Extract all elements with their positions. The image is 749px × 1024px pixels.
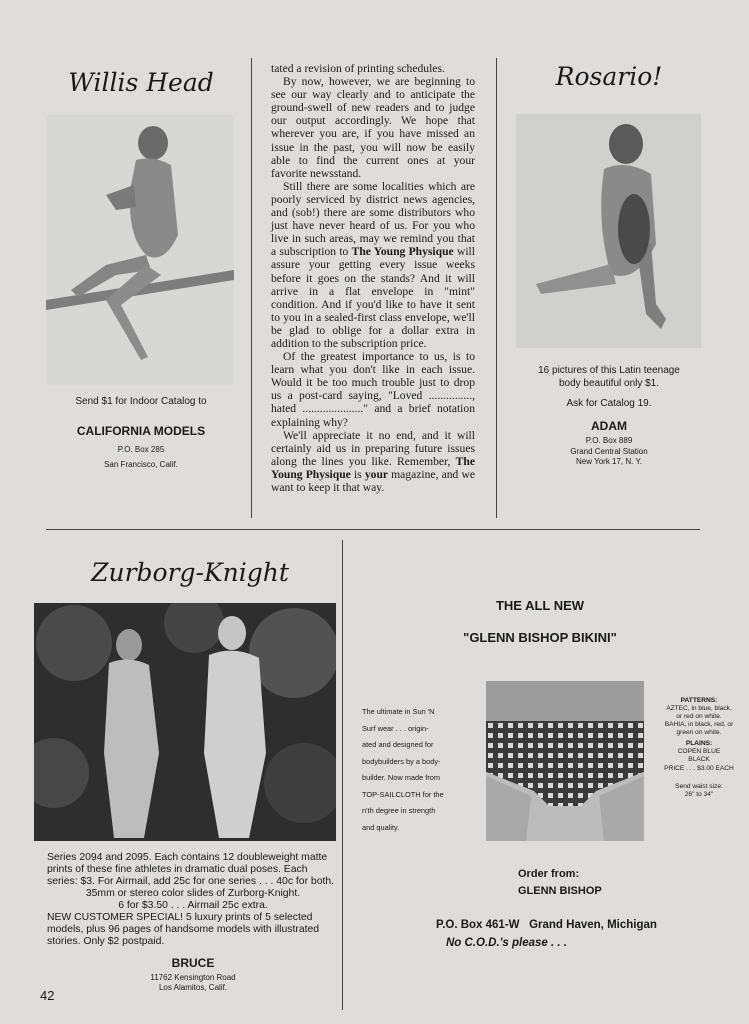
rosario-catalog: Ask for Catalog 19.	[566, 398, 652, 409]
bikini-cod: No C.O.D.'s please . . .	[446, 937, 567, 949]
zurborg-series: Series 2094 and 2095. Each contains 12 doubleweight matte prints of these fine athletes in dramatic dual poses. Each series: $3. For Airmail, add 25c for one series . . . 40c for both.	[47, 852, 335, 887]
bikini-options: PATTERNS: AZTEC, in blue, black, or red on white. BAHIA, in black, red, or green on white. PLAINS: COPEN BLUE BLACK PRICE . . . $3.00 EACH Send waist size: 26" to 34"	[647, 697, 749, 799]
bikini-description: The ultimate in Sun 'N Surf wear . . . origin- ated and designed for bodybuilders by a body- builder. Now made from TOP-SAILCLOTH for the n'th degree in strength and quality.	[362, 707, 444, 832]
order-from: Order from:	[518, 868, 580, 880]
willis-company: CALIFORNIA MODELS	[76, 424, 206, 438]
divider-left	[251, 58, 252, 518]
divider-horizontal	[46, 529, 700, 530]
rosario-photo	[516, 114, 701, 348]
zurborg-title: Zurborg-Knight	[91, 558, 289, 587]
plains-label: PLAINS:	[685, 740, 713, 747]
willis-photo	[46, 115, 234, 385]
rosario-line2: body beautiful only $1.	[558, 378, 660, 389]
bikini-photo	[486, 681, 644, 841]
bikini-head2: "GLENN BISHOP BIKINI"	[463, 630, 617, 645]
rosario-address	[515, 436, 703, 468]
rosario-box: P.O. Box 889	[585, 436, 633, 445]
zurborg-slides-price: 6 for $3.50 . . . Airmail 25c extra.	[118, 900, 268, 911]
zurborg-slides: 35mm or stereo color slides of Zurborg-Knight.	[85, 888, 301, 899]
zurborg-city: Los Alamitos, Calif.	[158, 983, 228, 992]
zurborg-address	[47, 973, 339, 993]
willis-title: Willis Head	[68, 68, 214, 97]
article-p2: By now, however, we are beginning to see our way clearly and to anticipate the ground-swell of new readers and to judge our output accordingly. We hope that wherever you are, if you have missed an issue in the past, you will now be easily able to find the current ones at your favorite newsstand.	[271, 75, 475, 180]
rosario-desc	[515, 364, 703, 390]
bikini-order	[518, 866, 602, 900]
zurborg-photo	[34, 603, 336, 841]
zurborg-special: NEW CUSTOMER SPECIAL! 5 luxury prints of 5 selected models, plus 96 pages of handsome models with illustrated stories. Only $2 postpaid.	[47, 912, 320, 947]
divider-right	[496, 58, 497, 518]
page-number: 42	[40, 988, 55, 1003]
divider-bottom	[342, 540, 343, 1010]
rosario-city: New York 17, N. Y.	[576, 457, 642, 466]
bikini-price: PRICE . . . $3.00 EACH	[664, 765, 734, 772]
article-p3: Still there are some localities which are poorly serviced by district news agencies, and (sob!) there are some distributors who just have never heard of us. For you who live in such areas, may we remind you that a subscription to The Young Physique will assure your getting every issue weeks before it goes on the stands? And it will arrive in a flat envelope in "mint" condition. And if you'd like to have it sent to you in a sealed-first class envelope, we'll be glad to oblige for a dollar extra in addition to the subscription price.	[271, 179, 475, 350]
zurborg-text	[47, 852, 339, 948]
willis-city: San Francisco, Calif.	[104, 460, 178, 469]
willis-send-line: Send $1 for Indoor Catalog to	[75, 396, 207, 407]
rosario-station: Grand Central Station	[570, 446, 648, 456]
zurborg-name: BRUCE	[171, 956, 215, 970]
order-name: GLENN BISHOP	[518, 885, 602, 897]
patterns-label: PATTERNS:	[680, 697, 718, 704]
article-p5: We'll appreciate it no end, and it will certainly aid us in preparing future issues along the lines you like. Remember, The Young Physique is your magazine, and we want to keep it that way.	[271, 428, 476, 494]
article-p1: tated a revision of printing schedules.	[271, 62, 445, 75]
article-column	[271, 62, 475, 494]
willis-box: P.O. Box 285	[117, 445, 165, 454]
zurborg-street: 11762 Kensington Road	[150, 973, 236, 982]
rosario-title: Rosario!	[555, 62, 663, 91]
bikini-head1: THE ALL NEW	[495, 598, 585, 613]
rosario-name: ADAM	[591, 419, 627, 433]
article-p4: Of the greatest importance to us, is to learn what you don't like in each issue. Would it be too much trouble just to drop us a post-card saying, "Loved ..............., hated ....................." and a brief notation explaining why?	[271, 350, 475, 429]
rosario-line1: 16 pictures of this Latin teenage	[538, 365, 680, 376]
bikini-address: P.O. Box 461-W Grand Haven, Michigan	[436, 919, 657, 931]
